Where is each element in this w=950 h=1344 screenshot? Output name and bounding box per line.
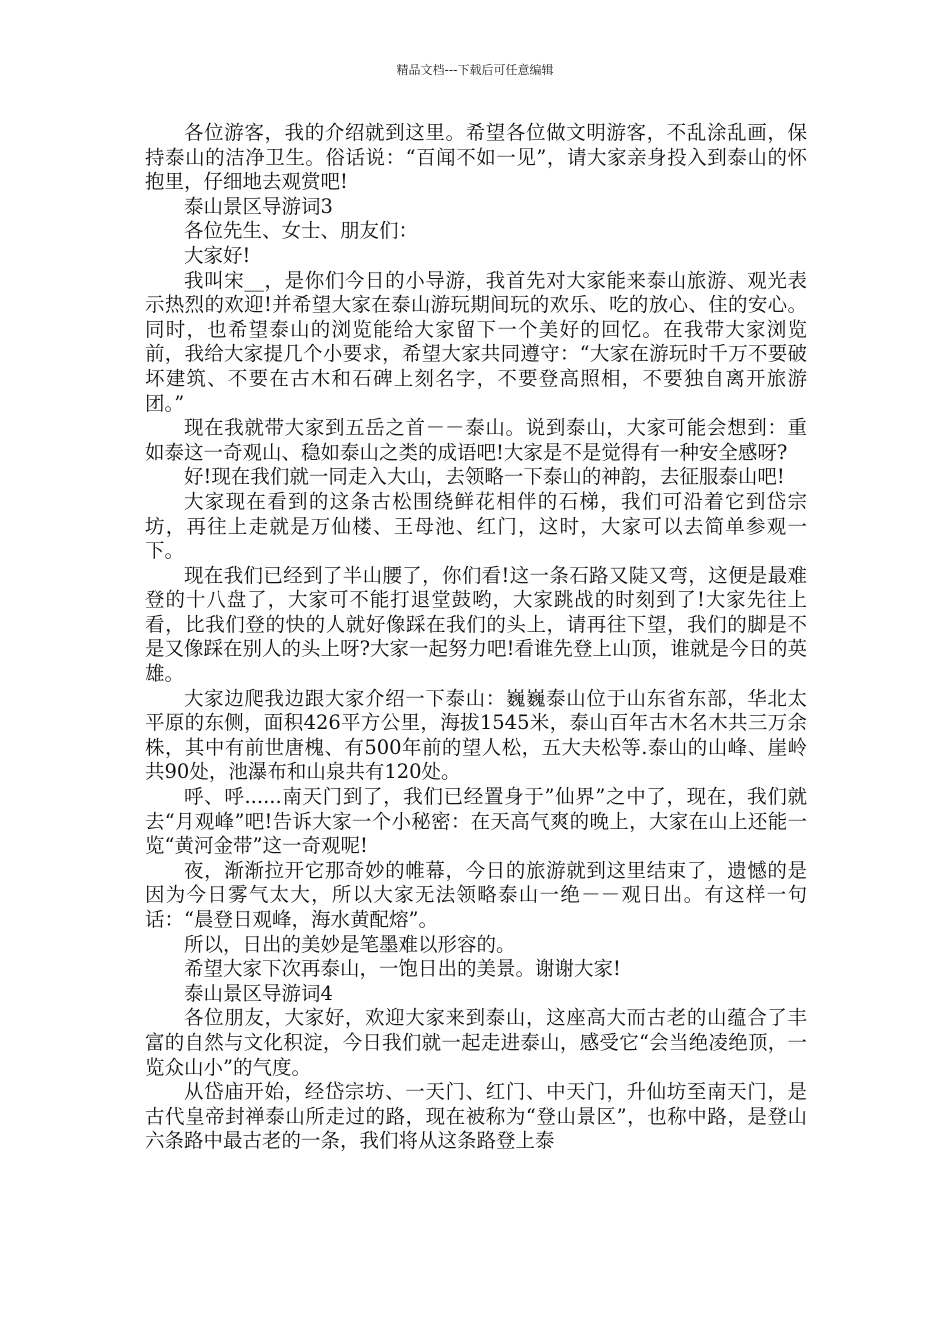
paragraph: 呼、呼......南天门到了，我们已经置身于”仙界”之中了，现在，我们就去“月观峰”吧!告诉大家一个小秘密：在天高气爽的晚上，大家在山上还能一览“黄河金带”这一奇观呢! bbox=[145, 785, 807, 858]
paragraph: 好!现在我们就一同走入大山，去领略一下泰山的神韵，去征服泰山吧! bbox=[184, 465, 785, 489]
paragraph: 大家好! bbox=[184, 243, 251, 267]
paragraph: 所以，日出的美妙是笔墨难以形容的。 bbox=[184, 932, 516, 956]
paragraph: 现在我就带大家到五岳之首－－泰山。说到泰山，大家可能会想到：重如泰这一奇观山、稳如泰山之类的成语吧!大家是不是觉得有一种安全感呀? bbox=[145, 416, 807, 464]
paragraph: 夜，渐渐拉开它那奇妙的帷幕，今日的旅游就到这里结束了，遗憾的是因为今日雾气太大，所以大家无法领略泰山一绝－－观日出。有这样一句话：“晨登日观峰，海水黄配熔”。 bbox=[145, 858, 807, 931]
paragraph: 各位游客，我的介绍就到这里。希望各位做文明游客，不乱涂乱画，保持泰山的洁净卫生。俗话说：“百闻不如一见”，请大家亲身投入到泰山的怀抱里，仔细地去观赏吧! bbox=[145, 121, 807, 194]
paragraph: 大家边爬我边跟大家介绍一下泰山：巍巍泰山位于山东省东部，华北太平原的东侧，面积426平方公里，海拔1545米，泰山百年古木名木共三万余株，其中有前世唐槐、有500年前的望人松，五大夫松等.泰山的山峰、崖岭共90处，池瀑布和山泉共有120处。 bbox=[145, 686, 807, 784]
paragraph: 各位朋友，大家好，欢迎大家来到泰山，这座高大而古老的山蕴合了丰富的自然与文化积淀，今日我们就一起走进泰山，感受它“会当绝凌绝顶，一览众山小”的气度。 bbox=[145, 1006, 807, 1079]
paragraph: 从岱庙开始，经岱宗坊、一天门、红门、中天门，升仙坊至南天门，是古代皇帝封禅泰山所走过的路，现在被称为“登山景区”，也称中路，是登山六条路中最古老的一条，我们将从这条路登上泰 bbox=[145, 1080, 807, 1153]
paragraph: 各位先生、女士、朋友们： bbox=[184, 219, 419, 243]
page-header: 精品文档---下载后可任意编辑 bbox=[396, 63, 554, 77]
section-heading: 泰山景区导游词4 bbox=[184, 981, 333, 1005]
section-heading: 泰山景区导游词3 bbox=[184, 194, 333, 218]
paragraph: 大家现在看到的这条古松围绕鲜花相伴的石梯，我们可沿着它到岱宗坊，再往上走就是万仙楼、王母池、红门，这时，大家可以去简单参观一下。 bbox=[145, 489, 807, 563]
document-body bbox=[145, 121, 807, 1154]
paragraph: 希望大家下次再泰山，一饱日出的美景。谢谢大家! bbox=[184, 957, 621, 981]
paragraph: 现在我们已经到了半山腰了，你们看!这一条石路又陡又弯，这便是最难登的十八盘了，大家可不能打退堂鼓哟，大家跳战的时刻到了!大家先往上看，比我们登的快的人就好像踩在我们的头上，请再往下望，我们的脚是不是又像踩在别人的头上呀?大家一起努力吧!看谁先登上山顶，谁就是今日的英雄。 bbox=[145, 563, 807, 686]
paragraph: 我叫宋__，是你们今日的小导游，我首先对大家能来泰山旅游、观光表示热烈的欢迎!并希望大家在泰山游玩期间玩的欢乐、吃的放心、住的安心。同时，也希望泰山的浏览能给大家留下一个美好的回忆。在我带大家浏览前，我给大家提几个小要求，希望大家共同遵守：“大家在游玩时千万不要破坏建筑、不要在古木和石碑上刻名字，不要登高照相，不要独自离开旅游团。” bbox=[145, 268, 807, 415]
